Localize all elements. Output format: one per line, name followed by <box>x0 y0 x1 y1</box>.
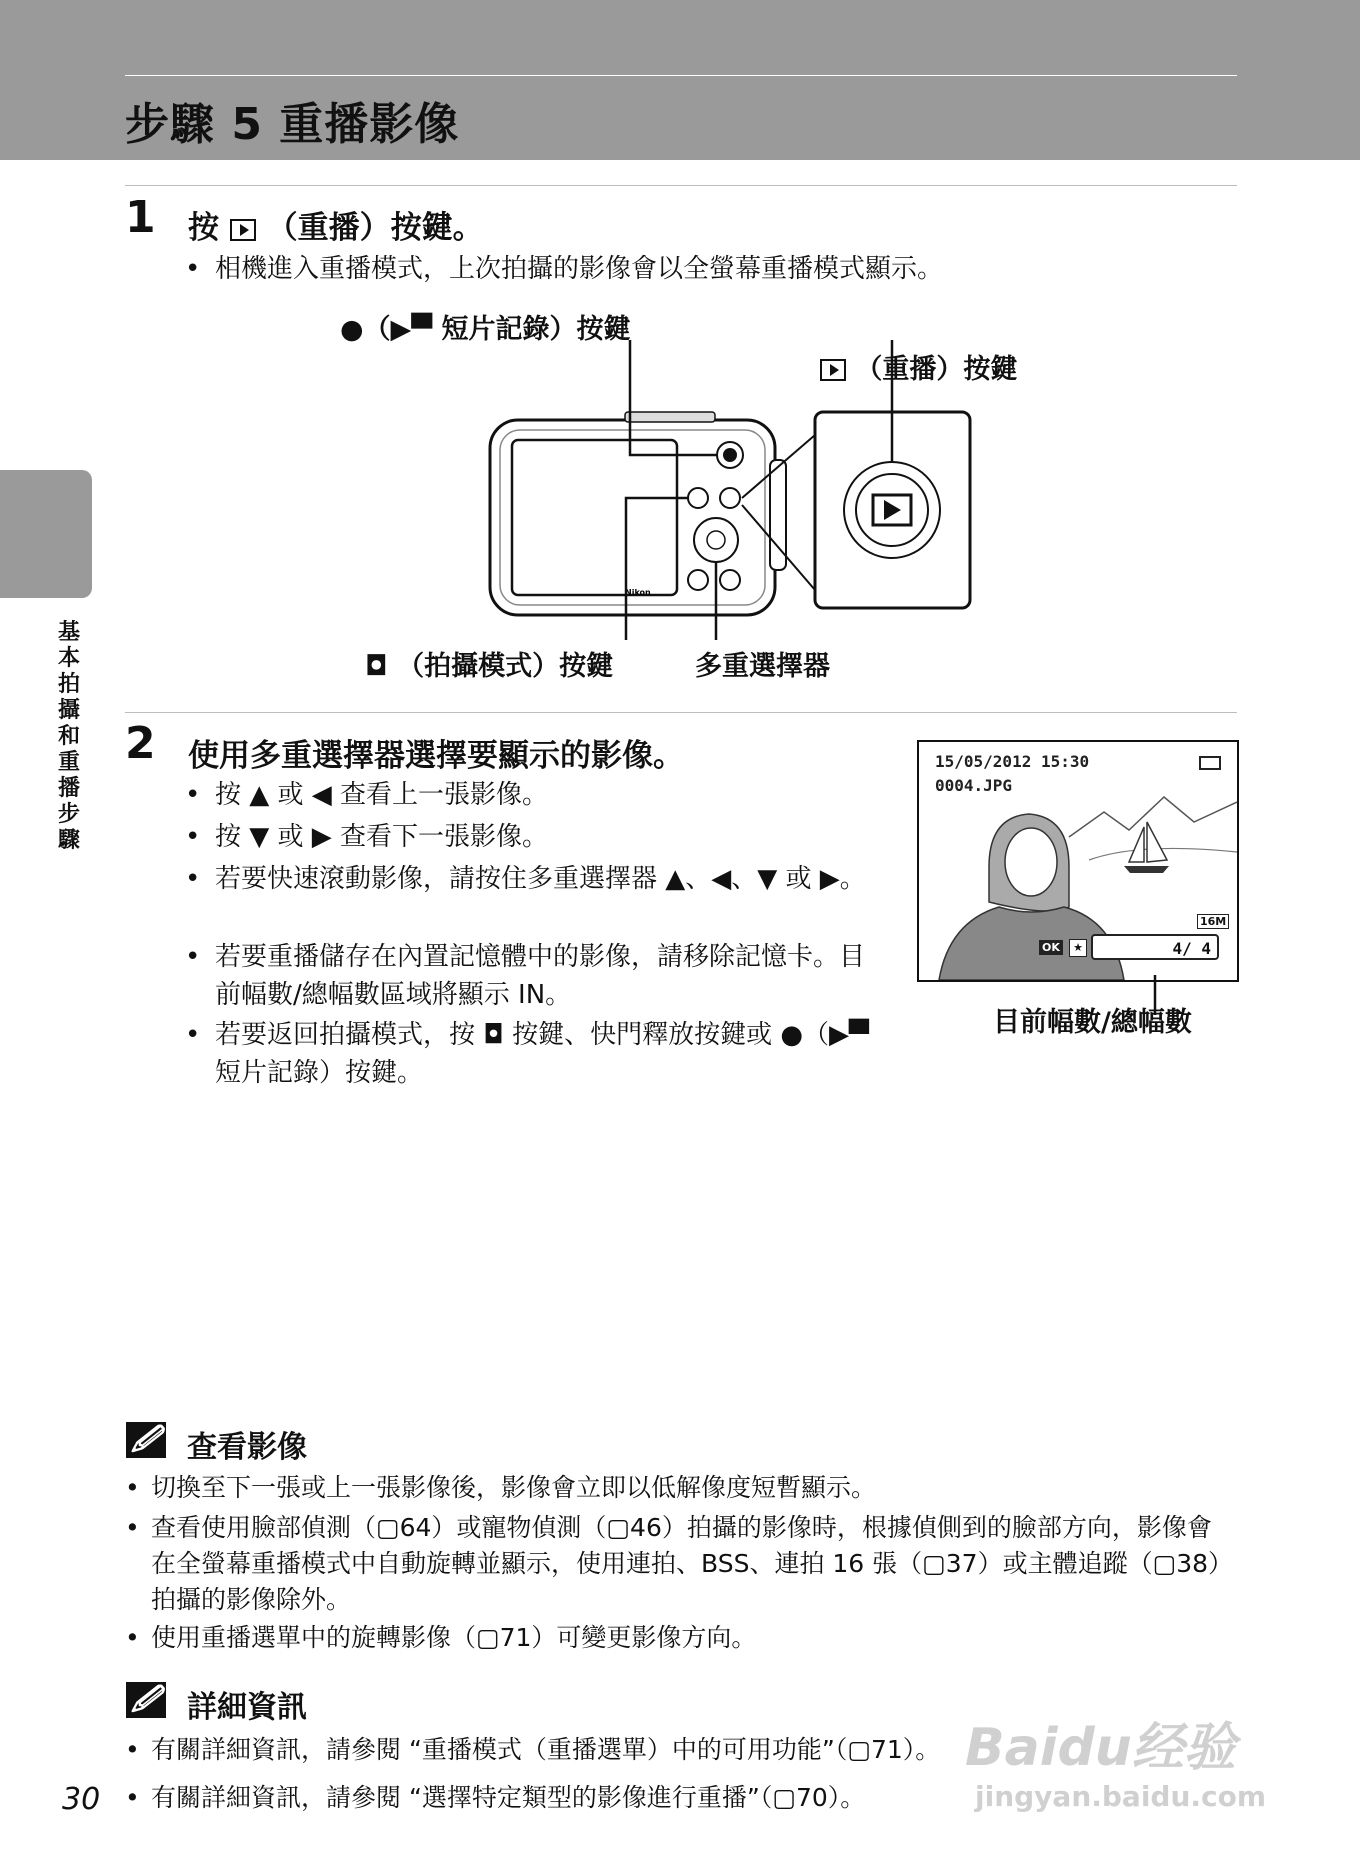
favorite-icon: ★ <box>1069 939 1087 957</box>
list-item <box>185 860 875 898</box>
step-title-pre: 按 <box>188 210 219 246</box>
pencil-icon: 🖉 <box>126 1682 166 1718</box>
watermark-url: jingyan.baidu.com <box>975 1780 1267 1813</box>
pencil-icon: 🖉 <box>126 1422 166 1458</box>
camera-brand: Nikon <box>625 588 651 597</box>
side-tab-label: 基本拍攝和重播步驟 <box>57 620 80 853</box>
step-number: 2 <box>125 718 156 769</box>
note-item <box>125 1510 1235 1618</box>
bullet-dot: • <box>185 780 201 810</box>
camera-top <box>625 412 715 422</box>
note-text: 有關詳細資訊，請參閱 “選擇特定類型的影像進行重播”（▢70）。 <box>151 1783 866 1812</box>
lcd-datetime: 15/05/2012 15:30 <box>935 752 1090 771</box>
bullet-dot: • <box>125 1783 140 1812</box>
bullet-text: 相機進入重播模式，上次拍攝的影像會以全螢幕重播模式顯示。 <box>215 254 944 284</box>
shooting-mode-callout <box>365 644 613 683</box>
bullet-text: 若要返回拍攝模式，按 ◘ 按鍵、快門釋放按鍵或 ●（▶▀ 短片記錄）按鍵。 <box>215 1020 870 1088</box>
page-number: 30 <box>62 1782 101 1817</box>
list-item <box>185 818 875 856</box>
playback-icon <box>230 219 256 241</box>
shooting-mode-label: （拍攝模式）按鍵 <box>397 651 614 682</box>
section-rule <box>125 185 1237 186</box>
watermark-logo: Baidu经验 <box>965 1718 1236 1778</box>
menu-button <box>688 570 708 590</box>
multi-selector-callout: 多重選擇器 <box>695 651 830 682</box>
counter-label: 目前幅數/總幅數 <box>993 1007 1192 1038</box>
bullet-dot: • <box>185 822 201 852</box>
battery-icon <box>1199 756 1221 770</box>
note-item <box>125 1470 1235 1506</box>
camera-icon: ◘ <box>365 651 388 682</box>
camera-lcd <box>512 440 677 595</box>
frame-counter: 4/ 4 <box>1091 934 1219 960</box>
playback-callout-label: （重播）按鍵 <box>855 354 1018 385</box>
lcd-preview <box>917 740 1239 982</box>
list-item <box>185 776 875 814</box>
camera-diagram <box>480 340 980 670</box>
lcd-filename: 0004.JPG <box>935 776 1013 795</box>
list-item <box>185 250 1185 288</box>
side-tab <box>0 470 92 598</box>
note-text: 查看使用臉部偵測（▢64）或寵物偵測（▢46）拍攝的影像時，根據偵側到的臉部方向，影像會在全螢幕重播模式中自動旋轉並顯示，使用連拍、BSS、連拍 16 張（▢37）或主體追蹤（▢38）拍攝的影像除外。 <box>151 1513 1234 1614</box>
note-title: 查看影像 <box>187 1430 307 1465</box>
step-title-post: （重播）按鍵。 <box>266 210 484 246</box>
bullet-text: 按 ▼ 或 ▶ 查看下一張影像。 <box>215 822 549 852</box>
bullet-dot: • <box>185 864 201 894</box>
page-title: 步驟 5 重播影像 <box>125 99 460 150</box>
bullet-text: 按 ▲ 或 ◀ 查看上一張影像。 <box>215 780 549 810</box>
note-item <box>125 1620 1235 1656</box>
bullet-dot: • <box>125 1623 140 1652</box>
bullet-dot: • <box>125 1473 140 1502</box>
header-rule <box>125 75 1237 76</box>
playback-button <box>720 488 740 508</box>
bullet-dot: • <box>185 254 201 284</box>
bullet-dot: • <box>125 1735 140 1764</box>
step-title: 使用多重選擇器選擇要顯示的影像。 <box>188 738 684 774</box>
bullet-dot: • <box>125 1513 140 1542</box>
bullet-text: 若要快速滾動影像，請按住多重選擇器 ▲、◀、▼ 或 ▶。 <box>215 864 866 894</box>
step-title <box>188 202 484 247</box>
note-title: 詳細資訊 <box>187 1690 307 1725</box>
delete-button <box>720 570 740 590</box>
movie-record-callout: ●（▶▀ 短片記錄）按鍵 <box>340 314 631 345</box>
shooting-mode-button <box>688 488 708 508</box>
ok-badge: OK <box>1039 940 1063 955</box>
bullet-text: 若要重播儲存在內置記憶體中的影像，請移除記憶卡。目前幅數/總幅數區域將顯示 IN。 <box>215 942 866 1010</box>
step-number: 1 <box>125 192 156 243</box>
section-rule <box>125 712 1237 713</box>
list-item <box>185 938 875 1014</box>
image-size-badge: 16M <box>1197 914 1229 929</box>
note-text: 使用重播選單中的旋轉影像（▢71）可變更影像方向。 <box>151 1623 757 1652</box>
bullet-dot: • <box>185 942 201 972</box>
list-item <box>185 1016 875 1092</box>
note-text: 切換至下一張或上一張影像後，影像會立即以低解像度短暫顯示。 <box>151 1473 877 1502</box>
bullet-dot: • <box>185 1020 201 1050</box>
note-text: 有關詳細資訊，請參閱 “重播模式（重播選單）中的可用功能”（▢71）。 <box>151 1735 941 1764</box>
